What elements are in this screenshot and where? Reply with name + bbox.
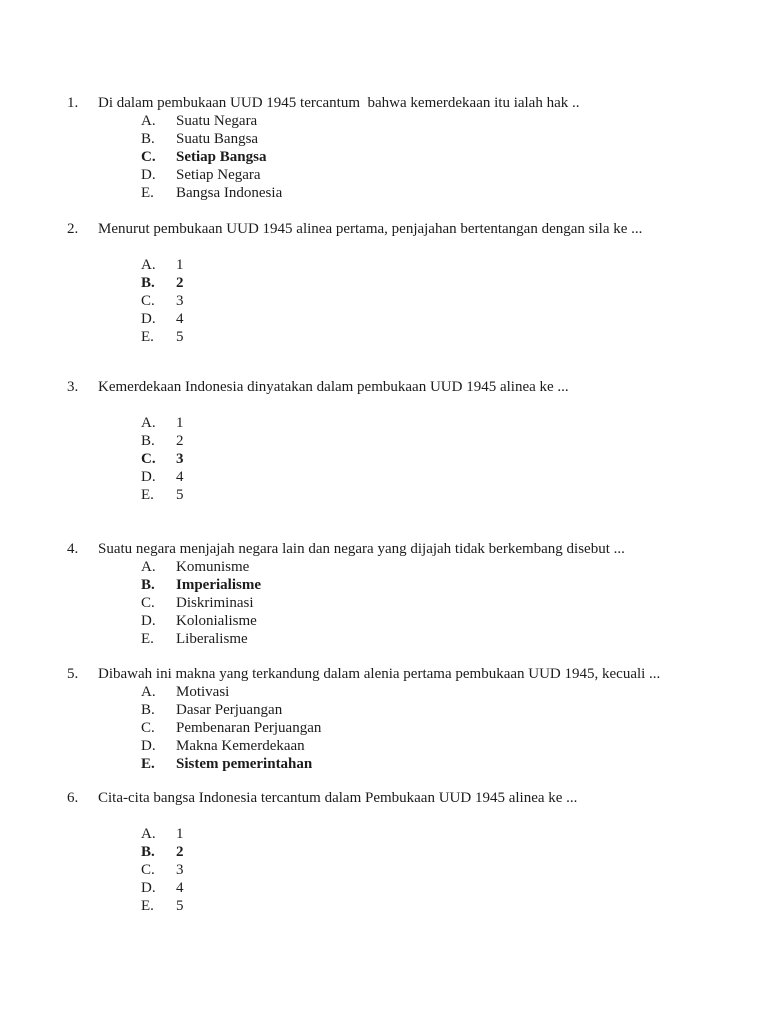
option-text: Diskriminasi (176, 595, 254, 611)
option-letter: B. (141, 844, 155, 860)
question-block (67, 220, 728, 346)
option-letter: E. (141, 756, 155, 772)
option-text: Dasar Perjuangan (176, 702, 283, 718)
options-list (141, 112, 728, 202)
option-text: 4 (176, 469, 184, 485)
option-letter: A. (141, 113, 156, 129)
option-text: 2 (176, 433, 184, 449)
options-list (141, 558, 728, 648)
option-text: 4 (176, 311, 184, 327)
option-letter: E. (141, 487, 154, 503)
option-item (141, 148, 728, 166)
question-number: 6. (67, 790, 79, 806)
question-text: Cita-cita bangsa Indonesia tercantum dalam Pembukaan UUD 1945 alinea ke ... (98, 790, 578, 806)
question-number: 5. (67, 666, 79, 682)
option-item (141, 558, 728, 576)
option-letter: A. (141, 559, 156, 575)
option-text: 1 (176, 826, 184, 842)
option-letter: E. (141, 329, 154, 345)
option-letter: D. (141, 167, 156, 183)
option-text: 2 (176, 275, 184, 291)
option-letter: E. (141, 185, 154, 201)
option-text: 1 (176, 415, 184, 431)
option-letter: C. (141, 293, 155, 309)
option-item (141, 292, 728, 310)
option-text: Suatu Negara (176, 113, 258, 129)
question-number: 2. (67, 221, 79, 237)
option-text: Kolonialisme (176, 613, 257, 629)
option-text: 4 (176, 880, 184, 896)
question-block (67, 665, 728, 773)
option-text: 1 (176, 257, 184, 273)
option-item (141, 737, 728, 755)
option-letter: A. (141, 415, 156, 431)
option-text: Makna Kemerdekaan (176, 738, 305, 754)
question-text: Dibawah ini makna yang terkandung dalam alenia pertama pembukaan UUD 1945, kecuali ... (98, 666, 661, 682)
option-item (141, 450, 728, 468)
option-letter: B. (141, 577, 155, 593)
option-text: Liberalisme (176, 631, 248, 647)
question-number: 3. (67, 379, 79, 395)
option-item (141, 130, 728, 148)
question-block (67, 789, 728, 915)
options-list (141, 414, 728, 504)
option-letter: C. (141, 149, 156, 165)
option-letter: C. (141, 595, 155, 611)
option-letter: E. (141, 898, 154, 914)
question-row (67, 220, 728, 238)
option-letter: E. (141, 631, 154, 647)
option-letter: D. (141, 469, 156, 485)
option-text: 5 (176, 329, 184, 345)
option-item (141, 701, 728, 719)
options-list (141, 256, 728, 346)
question-row (67, 540, 728, 558)
option-text: Setiap Negara (176, 167, 261, 183)
question-row (67, 789, 728, 807)
option-item (141, 683, 728, 701)
question-number: 1. (67, 95, 79, 111)
option-letter: B. (141, 131, 155, 147)
option-text: 2 (176, 844, 184, 860)
option-text: Bangsa Indonesia (176, 185, 283, 201)
option-item (141, 612, 728, 630)
option-letter: C. (141, 720, 155, 736)
option-item (141, 576, 728, 594)
option-text: 3 (176, 862, 184, 878)
option-item (141, 256, 728, 274)
option-text: Komunisme (176, 559, 250, 575)
question-row (67, 94, 728, 112)
option-item (141, 719, 728, 737)
option-item (141, 594, 728, 612)
option-item (141, 843, 728, 861)
option-item (141, 861, 728, 879)
option-item (141, 432, 728, 450)
option-item (141, 486, 728, 504)
option-item (141, 468, 728, 486)
option-text: 3 (176, 293, 184, 309)
option-letter: B. (141, 275, 155, 291)
option-text: Sistem pemerintahan (176, 756, 313, 772)
question-row (67, 378, 728, 396)
question-block (67, 540, 728, 648)
option-item (141, 414, 728, 432)
option-item (141, 310, 728, 328)
question-row (67, 665, 728, 683)
option-letter: D. (141, 311, 156, 327)
option-text: Setiap Bangsa (176, 149, 267, 165)
option-text: 5 (176, 487, 184, 503)
option-letter: A. (141, 826, 156, 842)
question-text: Menurut pembukaan UUD 1945 alinea pertama, penjajahan bertentangan dengan sila ke ... (98, 221, 643, 237)
questions (67, 94, 728, 915)
option-letter: D. (141, 880, 156, 896)
option-letter: D. (141, 738, 156, 754)
option-item (141, 112, 728, 130)
option-item (141, 166, 728, 184)
option-letter: C. (141, 451, 156, 467)
options-list (141, 683, 728, 773)
option-letter: A. (141, 257, 156, 273)
question-block (67, 378, 728, 504)
option-letter: B. (141, 433, 155, 449)
question-text: Kemerdekaan Indonesia dinyatakan dalam pembukaan UUD 1945 alinea ke ... (98, 379, 569, 395)
option-letter: C. (141, 862, 155, 878)
option-item (141, 879, 728, 897)
option-text: 3 (176, 451, 184, 467)
option-item (141, 755, 728, 773)
option-text: Suatu Bangsa (176, 131, 259, 147)
question-text: Suatu negara menjajah negara lain dan negara yang dijajah tidak berkembang disebut ... (98, 541, 625, 557)
option-letter: B. (141, 702, 155, 718)
option-text: Pembenaran Perjuangan (176, 720, 322, 736)
option-text: Motivasi (176, 684, 230, 700)
option-letter: A. (141, 684, 156, 700)
option-text: 5 (176, 898, 184, 914)
option-letter: D. (141, 613, 156, 629)
option-item (141, 825, 728, 843)
question-number: 4. (67, 541, 79, 557)
question-text: Di dalam pembukaan UUD 1945 tercantum bahwa kemerdekaan itu ialah hak .. (98, 95, 580, 111)
question-block (67, 94, 728, 202)
option-item (141, 274, 728, 292)
option-item (141, 184, 728, 202)
option-text: Imperialisme (176, 577, 261, 593)
options-list (141, 825, 728, 915)
option-item (141, 897, 728, 915)
option-item (141, 630, 728, 648)
option-item (141, 328, 728, 346)
